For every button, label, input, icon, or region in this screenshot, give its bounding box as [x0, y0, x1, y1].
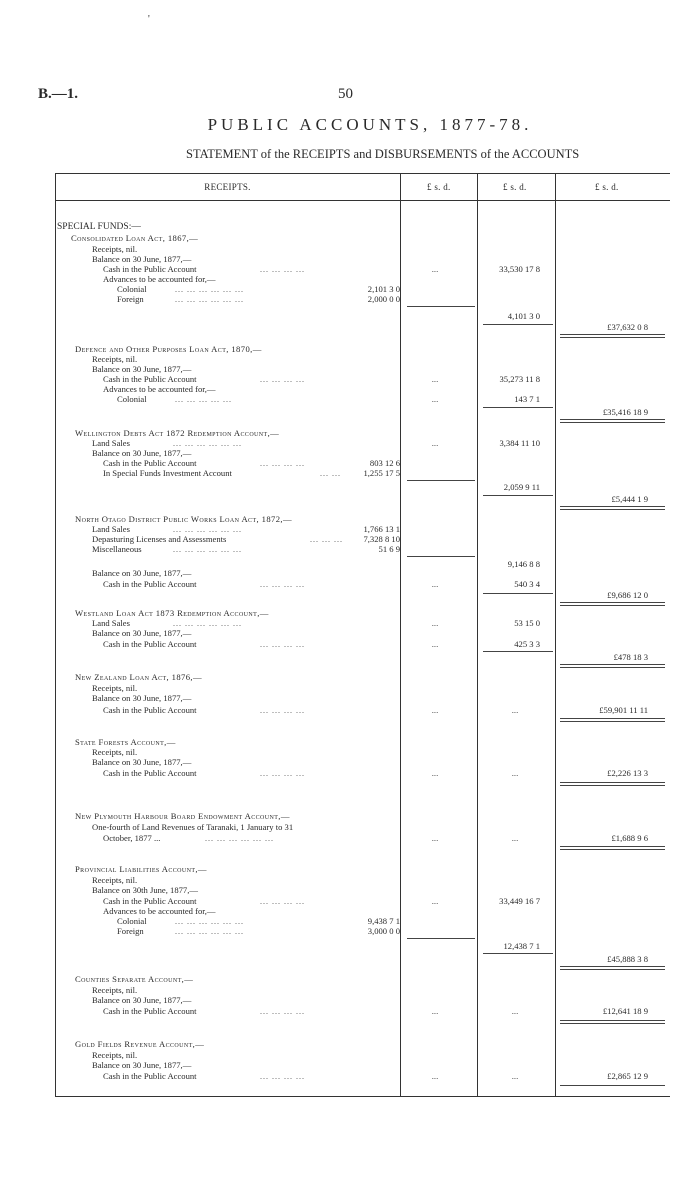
- section-total: £5,444 1 9: [611, 494, 648, 504]
- list-item: [55, 628, 670, 639]
- section-total: £37,632 0 8: [607, 322, 648, 332]
- amount: 1,766 13 1: [363, 524, 400, 534]
- line-label: Balance on 30 June, 1877,—: [92, 1060, 192, 1070]
- section-heading: SPECIAL FUNDS:—: [57, 222, 141, 232]
- leader-dots: ... ... ... ...: [260, 580, 305, 589]
- ellipsis: ...: [431, 639, 439, 649]
- leader-dots: ... ... ... ... ... ...: [173, 525, 242, 534]
- line-label: One-fourth of Land Revenues of Taranaki, 1 January to 31: [92, 822, 294, 832]
- line-label: Receipts, nil.: [92, 747, 138, 757]
- list-item: [55, 995, 670, 1006]
- leader-dots: ... ... ... ...: [260, 706, 305, 715]
- leader-dots: ... ...: [320, 469, 341, 478]
- account-title: New Zealand Loan Act, 1876,—: [75, 672, 202, 682]
- line-label: Receipts, nil.: [92, 985, 138, 995]
- leader-dots: ... ... ... ... ...: [175, 395, 232, 404]
- list-item: [55, 1006, 670, 1017]
- total-rule: [560, 602, 665, 606]
- list-item: [55, 822, 670, 833]
- section-total: £59,901 11 11: [599, 705, 648, 715]
- list-item: [55, 974, 670, 985]
- line-label: Cash in the Public Account: [103, 768, 197, 778]
- receipts-table: [55, 173, 670, 1097]
- amount: 3,384 11 10: [499, 438, 540, 448]
- list-item: [55, 941, 670, 952]
- ellipsis: ...: [511, 1071, 519, 1081]
- subtotal: 2,059 9 11: [503, 482, 540, 492]
- leader-dots: ... ... ... ... ... ...: [175, 917, 244, 926]
- column-header-2: £ s. d.: [503, 182, 527, 192]
- subtotal-rule: [407, 306, 475, 307]
- total-rule: [560, 419, 665, 423]
- list-item: [55, 544, 670, 555]
- leader-dots: ... ... ... ...: [260, 897, 305, 906]
- subtotal: 9,146 8 8: [507, 559, 540, 569]
- total-rule: [560, 506, 665, 510]
- amount: 3,000 0 0: [367, 926, 400, 936]
- line-label: Receipts, nil.: [92, 354, 138, 364]
- line-label: Land Sales: [92, 618, 130, 628]
- column-header-3: £ s. d.: [595, 182, 619, 192]
- ellipsis: ...: [431, 374, 439, 384]
- leader-dots: ... ... ... ... ... ...: [175, 285, 244, 294]
- line-label: Cash in the Public Account: [103, 639, 197, 649]
- page-subtitle: STATEMENT of the RECEIPTS and DISBURSEMENTS of the ACCOUNTS: [186, 147, 580, 161]
- line-label: Balance on 30 June, 1877,—: [92, 568, 192, 578]
- ellipsis: ...: [511, 833, 519, 843]
- list-item: [55, 1039, 670, 1050]
- ellipsis: ...: [431, 1071, 439, 1081]
- leader-dots: ... ... ... ...: [260, 459, 305, 468]
- line-label: Colonial: [117, 284, 147, 294]
- section-total: £2,226 13 3: [607, 768, 648, 778]
- total-rule: [560, 334, 665, 338]
- line-label: Balance on 30 June, 1877,—: [92, 757, 192, 767]
- line-label: Cash in the Public Account: [103, 579, 197, 589]
- line-label: Balance on 30 June, 1877,—: [92, 364, 192, 374]
- subtotal-rule: [407, 938, 475, 939]
- line-label: Advances to be accounted for,—: [103, 906, 216, 916]
- leader-dots: ... ... ... ...: [260, 769, 305, 778]
- account-title: North Otago District Public Works Loan Act, 1872,—: [75, 514, 292, 524]
- amount: 425 3 3: [514, 639, 540, 649]
- list-item: [55, 494, 670, 505]
- line-label: Land Sales: [92, 438, 130, 448]
- line-label: Receipts, nil.: [92, 1050, 138, 1060]
- line-label: Cash in the Public Account: [103, 458, 197, 468]
- leader-dots: ... ... ... ... ... ...: [173, 619, 242, 628]
- section-total: £12,641 18 9: [602, 1006, 648, 1016]
- line-label: Receipts, nil.: [92, 244, 138, 254]
- ellipsis: ...: [431, 394, 439, 404]
- section-total: £9,686 12 0: [607, 590, 648, 600]
- line-label: Depasturing Licenses and Assessments: [92, 534, 227, 544]
- leader-dots: ... ... ... ...: [260, 1072, 305, 1081]
- list-item: [55, 833, 670, 844]
- line-label: Colonial: [117, 916, 147, 926]
- subtotal: 12,438 7 1: [503, 941, 540, 951]
- amount: 143 7 1: [514, 394, 540, 404]
- line-label: Balance on 30th June, 1877,—: [92, 885, 198, 895]
- total-rule: [560, 1020, 665, 1024]
- total-rule: [560, 718, 665, 722]
- line-label: Balance on 30 June, 1877,—: [92, 693, 192, 703]
- amount: 7,328 8 10: [363, 534, 400, 544]
- amount: 540 3 4: [514, 579, 540, 589]
- amount: 1,255 17 5: [363, 468, 400, 478]
- column-header-1: £ s. d.: [427, 182, 451, 192]
- amount: 2,000 0 0: [367, 294, 400, 304]
- line-label: Balance on 30 June, 1877,—: [92, 995, 192, 1005]
- amount: 33,530 17 8: [499, 264, 540, 274]
- leader-dots: ... ... ... ...: [260, 265, 305, 274]
- list-item: [55, 482, 670, 493]
- subtotal: 4,101 3 0: [507, 311, 540, 321]
- line-label: Advances to be accounted for,—: [103, 274, 216, 284]
- account-title: Counties Separate Account,—: [75, 974, 194, 984]
- list-item: [55, 768, 670, 779]
- line-label: Balance on 30 June, 1877,—: [92, 628, 192, 638]
- list-item: [55, 222, 670, 233]
- list-item: [55, 1060, 670, 1071]
- amount: 53 15 0: [514, 618, 540, 628]
- list-item: [55, 693, 670, 704]
- list-item: [55, 590, 670, 601]
- list-item: [55, 926, 670, 937]
- ellipsis: ...: [511, 768, 519, 778]
- line-label: Foreign: [117, 294, 144, 304]
- page-title: PUBLIC ACCOUNTS, 1877-78.: [207, 115, 533, 134]
- list-item: [55, 407, 670, 418]
- section-total: £478 18 3: [613, 652, 648, 662]
- total-rule: [560, 664, 665, 668]
- list-item: [55, 757, 670, 768]
- leader-dots: ... ... ... ... ... ...: [175, 927, 244, 936]
- line-label: Receipts, nil.: [92, 875, 138, 885]
- ellipsis: ...: [431, 618, 439, 628]
- leader-dots: ... ... ... ...: [260, 640, 305, 649]
- leader-dots: ... ... ... ...: [260, 375, 305, 384]
- account-title: Gold Fields Revenue Account,—: [75, 1039, 205, 1049]
- line-label: Cash in the Public Account: [103, 896, 197, 906]
- line-label: Foreign: [117, 926, 144, 936]
- ellipsis: ...: [431, 768, 439, 778]
- line-label: Cash in the Public Account: [103, 705, 197, 715]
- list-item: [55, 579, 670, 590]
- ellipsis: ...: [431, 833, 439, 843]
- header-rule: [55, 200, 670, 201]
- amount: 33,449 16 7: [499, 896, 540, 906]
- section-total: £35,416 18 9: [602, 407, 648, 417]
- line-label: Cash in the Public Account: [103, 1071, 197, 1081]
- ellipsis: ...: [431, 579, 439, 589]
- document-code: B.—1.: [38, 86, 79, 102]
- account-title: Westland Loan Act 1873 Redemption Account,—: [75, 608, 269, 618]
- ellipsis: ...: [431, 896, 439, 906]
- leader-dots: ... ... ... ...: [260, 1007, 305, 1016]
- leader-dots: ... ... ... ... ... ...: [205, 834, 274, 843]
- ellipsis: ...: [431, 705, 439, 715]
- stray-mark: ': [148, 14, 150, 25]
- list-item: [55, 311, 670, 322]
- list-item: [55, 811, 670, 822]
- amount: 35,273 11 8: [499, 374, 540, 384]
- page-number: 50: [338, 86, 353, 102]
- list-item: [55, 294, 670, 305]
- ellipsis: ...: [431, 264, 439, 274]
- list-item: [55, 468, 670, 479]
- ellipsis: ...: [431, 438, 439, 448]
- section-total: £45,888 3 8: [607, 954, 648, 964]
- list-item: [55, 394, 670, 405]
- leader-dots: ... ... ... ... ... ...: [173, 545, 242, 554]
- line-label: Miscellaneous: [92, 544, 142, 554]
- ellipsis: ...: [511, 705, 519, 715]
- list-item: [55, 322, 670, 333]
- list-item: [55, 652, 670, 663]
- line-label: Cash in the Public Account: [103, 264, 197, 274]
- amount: 51 6 9: [378, 544, 400, 554]
- list-item: [55, 233, 670, 244]
- list-item: [55, 639, 670, 650]
- account-title: State Forests Account,—: [75, 737, 176, 747]
- list-item: [55, 885, 670, 896]
- account-title: Provincial Liabilities Account,—: [75, 864, 207, 874]
- ellipsis: ...: [511, 1006, 519, 1016]
- list-item: [55, 1071, 670, 1082]
- section-total: £2,865 12 9: [607, 1071, 648, 1081]
- line-label: In Special Funds Investment Account: [103, 468, 232, 478]
- total-rule: [560, 1085, 665, 1086]
- list-item: [55, 705, 670, 716]
- leader-dots: ... ... ... ... ... ...: [175, 295, 244, 304]
- line-label: Balance on 30 June, 1877,—: [92, 254, 192, 264]
- account-title: Consolidated Loan Act, 1867,—: [71, 233, 199, 243]
- line-label: Land Sales: [92, 524, 130, 534]
- line-label: Cash in the Public Account: [103, 1006, 197, 1016]
- account-title: New Plymouth Harbour Board Endowment Account,—: [75, 811, 290, 821]
- total-rule: [560, 846, 665, 850]
- receipts-column-header: RECEIPTS.: [204, 182, 251, 192]
- amount: 9,438 7 1: [367, 916, 400, 926]
- section-total: £1,688 9 6: [611, 833, 648, 843]
- line-label: Receipts, nil.: [92, 683, 138, 693]
- leader-dots: ... ... ...: [310, 535, 343, 544]
- line-label: Balance on 30 June, 1877,—: [92, 448, 192, 458]
- total-rule: [560, 966, 665, 970]
- line-label: Colonial: [117, 394, 147, 404]
- line-label: Cash in the Public Account: [103, 374, 197, 384]
- amount: 803 12 6: [369, 458, 400, 468]
- leader-dots: ... ... ... ... ... ...: [173, 439, 242, 448]
- total-rule: [560, 782, 665, 786]
- ellipsis: ...: [431, 1006, 439, 1016]
- amount: 2,101 3 0: [367, 284, 400, 294]
- line-label: October, 1877 ...: [103, 833, 161, 843]
- account-title: Wellington Debts Act 1872 Redemption Account,—: [75, 428, 280, 438]
- subtotal-rule: [407, 480, 475, 481]
- account-title: Defence and Other Purposes Loan Act, 1870,—: [75, 344, 262, 354]
- list-item: [55, 864, 670, 875]
- list-item: [55, 672, 670, 683]
- list-item: [55, 954, 670, 965]
- subtotal-rule: [407, 556, 475, 557]
- list-item: [55, 568, 670, 579]
- line-label: Advances to be accounted for,—: [103, 384, 216, 394]
